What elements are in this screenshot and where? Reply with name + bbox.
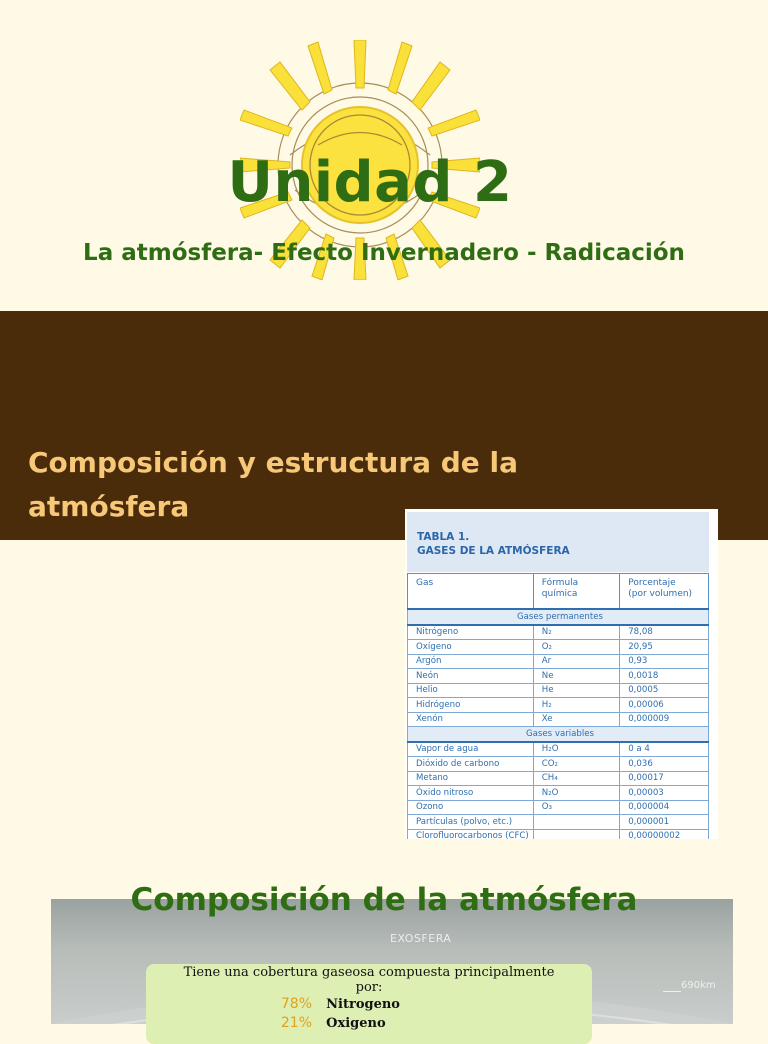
table-header-band (407, 512, 709, 572)
section-slide (0, 311, 768, 540)
gas-cell: Clorofluorocarbonos (CFC) (408, 829, 534, 839)
percent-cell: 0,93 (620, 654, 709, 669)
table-section-row (408, 609, 709, 625)
percent-cell: 0,0005 (620, 683, 709, 698)
formula-cell: O₃ (533, 800, 619, 815)
page-subtitle: La atmósfera- Efecto Invernadero - Radicación (83, 240, 685, 266)
formula-cell: CH₄ (533, 771, 619, 786)
table-row (408, 683, 709, 698)
page-title: Unidad 2 (227, 150, 513, 215)
column-header-percent-line1: Porcentaje (628, 578, 676, 588)
composition-gas-name: Nitrogeno (326, 997, 400, 1012)
table-row (408, 625, 709, 640)
gas-cell: Xenón (408, 712, 534, 727)
table-row (408, 786, 709, 801)
composition-gas-name: Oxigeno (326, 1016, 386, 1031)
percent-cell: 0 a 4 (620, 742, 709, 757)
info-text-line1: Tiene una cobertura gaseosa compuesta principalmente (183, 965, 555, 980)
section-heading-line2: atmósfera (28, 490, 190, 523)
formula-cell: Ne (533, 669, 619, 684)
table-caption-line2: GASES DE LA ATMÓSFERA (417, 545, 570, 557)
table-row (408, 640, 709, 655)
table-row (408, 815, 709, 830)
km-marker-line (663, 991, 681, 992)
table-row (408, 698, 709, 713)
table-row (408, 654, 709, 669)
km-label: 690km (681, 980, 716, 991)
table-caption (417, 530, 570, 558)
percent-cell: 0,000004 (620, 800, 709, 815)
composition-info-box (146, 964, 592, 1044)
formula-cell: Ar (533, 654, 619, 669)
table-caption-line1: TABLA 1. (417, 531, 470, 543)
column-header-percent-line2: (por volumen) (628, 589, 693, 599)
formula-cell: O₂ (533, 640, 619, 655)
composition-row-nitrogen (276, 996, 400, 1012)
column-header-gas: Gas (408, 574, 534, 610)
formula-cell: Xe (533, 712, 619, 727)
composition-heading: Composición de la atmósfera (130, 882, 638, 918)
table-row (408, 829, 709, 839)
percent-cell: 0,00000002 (620, 829, 709, 839)
gas-cell: Metano (408, 771, 534, 786)
title-slide (0, 0, 768, 311)
gas-cell: Ozono (408, 800, 534, 815)
gas-cell: Dióxido de carbono (408, 757, 534, 772)
exosfera-label: EXOSFERA (390, 932, 452, 945)
composition-percent: 21% (280, 1015, 312, 1031)
percent-cell: 20,95 (620, 640, 709, 655)
gas-cell: Partículas (polvo, etc.) (408, 815, 534, 830)
table-body (408, 609, 709, 839)
percent-cell: 0,00003 (620, 786, 709, 801)
percent-cell: 0,00006 (620, 698, 709, 713)
info-text-line2: por: (355, 980, 383, 995)
formula-cell: H₂ (533, 698, 619, 713)
formula-cell: N₂ (533, 625, 619, 640)
table-row (408, 742, 709, 757)
table-row (408, 800, 709, 815)
percent-cell: 0,00017 (620, 771, 709, 786)
gas-cell: Oxígeno (408, 640, 534, 655)
info-text (146, 965, 592, 995)
table-row (408, 771, 709, 786)
percent-cell: 78,08 (620, 625, 709, 640)
formula-cell: He (533, 683, 619, 698)
formula-cell (533, 829, 619, 839)
gas-cell: Helio (408, 683, 534, 698)
table-header-row (408, 574, 709, 610)
column-header-percent (620, 574, 709, 610)
gases-table-panel (405, 509, 718, 839)
gas-cell: Vapor de agua (408, 742, 534, 757)
gases-table (407, 573, 709, 839)
composition-percent: 78% (280, 996, 312, 1012)
gas-cell: Argón (408, 654, 534, 669)
table-section-row (408, 727, 709, 742)
table-row (408, 712, 709, 727)
percent-cell: 0,000001 (620, 815, 709, 830)
gas-cell: Hidrógeno (408, 698, 534, 713)
percent-cell: 0,000009 (620, 712, 709, 727)
formula-cell: H₂O (533, 742, 619, 757)
table-row (408, 757, 709, 772)
formula-cell: CO₂ (533, 757, 619, 772)
gas-cell: Nitrógeno (408, 625, 534, 640)
formula-cell (533, 815, 619, 830)
column-header-formula: Fórmula química (533, 574, 619, 610)
composition-row-oxygen (276, 1015, 386, 1031)
percent-cell: 0,036 (620, 757, 709, 772)
table-section-label: Gases variables (408, 727, 709, 742)
section-heading-line1: Composición y estructura de la (28, 446, 519, 479)
formula-cell: N₂O (533, 786, 619, 801)
table-section-label: Gases permanentes (408, 609, 709, 625)
table-row (408, 669, 709, 684)
gas-cell: Neón (408, 669, 534, 684)
gas-cell: Óxido nitroso (408, 786, 534, 801)
percent-cell: 0,0018 (620, 669, 709, 684)
